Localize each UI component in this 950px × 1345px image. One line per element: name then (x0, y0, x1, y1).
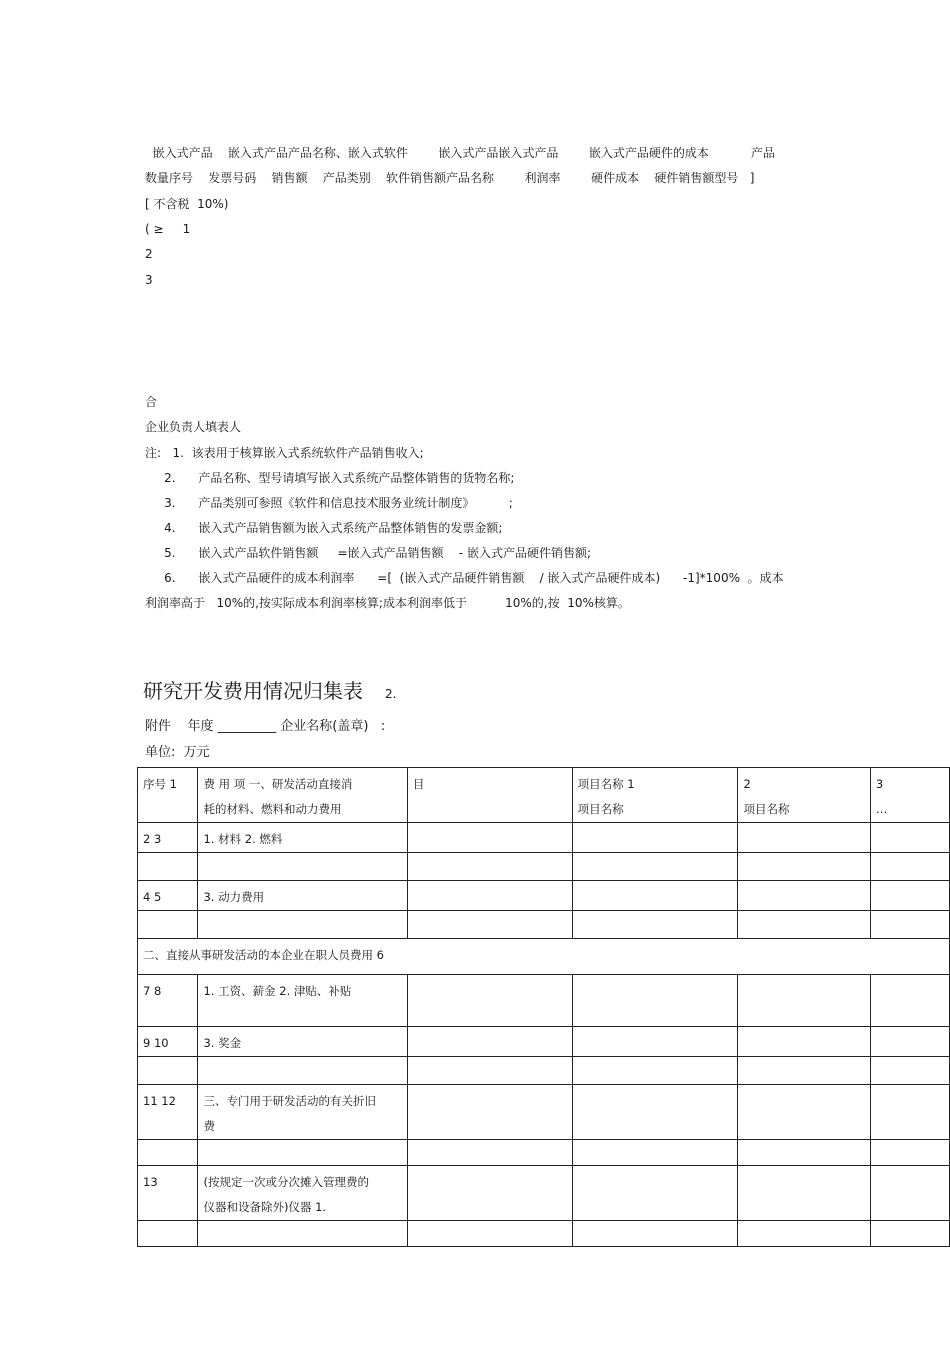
table-cell (572, 1057, 738, 1085)
table-cell (407, 1140, 572, 1166)
table-cell: 目 (407, 768, 572, 823)
table-cell (407, 881, 572, 911)
table-cell (572, 1221, 738, 1247)
table-cell: 项目名称 1 项目名称 (572, 768, 738, 823)
table-cell (138, 853, 198, 881)
table-cell: 3 … (870, 768, 949, 823)
table-cell (870, 911, 949, 939)
table-row (138, 1057, 950, 1085)
note-5: 5. 嵌入式产品软件销售额 =嵌入式产品销售额 - 嵌入式产品硬件销售额; (145, 546, 591, 560)
table-cell: 1. 材料 2. 燃料 (198, 823, 407, 853)
table-row-1: ( ≥ 1 (145, 222, 191, 236)
table-header-row-3: [ 不含税 10%) (145, 197, 229, 211)
table-cell: 2 3 (138, 823, 198, 853)
table-cell: 9 10 (138, 1027, 198, 1057)
table-row (138, 939, 950, 975)
attachment-meta-line: 附件 年度 _________ 企业名称(盖章) : (145, 719, 386, 734)
table-cell (198, 853, 407, 881)
table-cell (572, 881, 738, 911)
table-row-2: 2 (145, 247, 153, 261)
table-cell (138, 1140, 198, 1166)
table-row-3: 3 (145, 273, 153, 287)
table-cell (870, 881, 949, 911)
table-cell: 11 12 (138, 1085, 198, 1140)
table-row (138, 1085, 950, 1140)
section-title-number: 2. (385, 687, 397, 701)
table-cell (738, 1221, 870, 1247)
table-row (138, 823, 950, 853)
table-row (138, 1166, 950, 1221)
table-cell (572, 1140, 738, 1166)
table-cell (572, 1166, 738, 1221)
table-cell (738, 975, 870, 1027)
table-cell (738, 823, 870, 853)
table-cell (870, 1140, 949, 1166)
note-4: 4. 嵌入式产品销售额为嵌入式系统产品整体销售的发票金额; (145, 521, 503, 535)
table-cell (870, 823, 949, 853)
table-cell: 费 用 项 一、研发活动直接消 耗的材料、燃料和动力费用 (198, 768, 407, 823)
table-cell (407, 1221, 572, 1247)
table-header-row-2: 数量序号 发票号码 销售额 产品类别 软件销售额产品名称 利润率 硬件成本 硬件销售额型号 ] (145, 171, 755, 185)
table-cell: 1. 工资、薪金 2. 津贴、补贴 (198, 975, 407, 1027)
table-cell (407, 1085, 572, 1140)
table-cell (407, 823, 572, 853)
table-cell (738, 1140, 870, 1166)
table-cell (407, 1027, 572, 1057)
table-row (138, 1140, 950, 1166)
section-title (143, 678, 396, 707)
table-cell (198, 1221, 407, 1247)
table-row (138, 881, 950, 911)
table-cell (870, 853, 949, 881)
note-1: 注: 1. 该表用于核算嵌入式系统软件产品销售收入; (145, 446, 424, 460)
unit-line: 单位: 万元 (145, 745, 210, 760)
table-cell (407, 1166, 572, 1221)
table-cell (407, 975, 572, 1027)
table-cell (738, 911, 870, 939)
table-cell (138, 1221, 198, 1247)
table-cell: (按规定一次或分次摊入管理费的 仪器和设备除外)仪器 1. (198, 1166, 407, 1221)
table-cell (738, 853, 870, 881)
table-cell (738, 1057, 870, 1085)
table-row (138, 911, 950, 939)
table-cell (738, 1166, 870, 1221)
section-title-text: 研究开发费用情况归集表 (143, 679, 363, 703)
table-cell: 13 (138, 1166, 198, 1221)
table-cell: 三、专门用于研发活动的有关折旧 费 (198, 1085, 407, 1140)
table-cell: 7 8 (138, 975, 198, 1027)
table-cell: 3. 动力费用 (198, 881, 407, 911)
table-cell (407, 911, 572, 939)
table-cell (198, 911, 407, 939)
table-row (138, 975, 950, 1027)
table-cell (738, 881, 870, 911)
table-cell (572, 975, 738, 1027)
table-cell (572, 823, 738, 853)
total-row: 合 (145, 395, 158, 409)
note-2: 2. 产品名称、型号请填写嵌入式系统产品整体销售的货物名称; (145, 471, 515, 485)
table-cell (870, 1221, 949, 1247)
table-cell (572, 1027, 738, 1057)
table-cell (870, 1027, 949, 1057)
table-cell (138, 1057, 198, 1085)
table-cell (407, 1057, 572, 1085)
table-cell (572, 911, 738, 939)
table-cell (738, 1027, 870, 1057)
table-cell (870, 1166, 949, 1221)
note-6: 6. 嵌入式产品硬件的成本利润率 =[ (嵌入式产品硬件销售额 / 嵌入式产品硬件成本) -1]*100% 。成本 (145, 571, 784, 585)
table-cell (138, 911, 198, 939)
table-row (138, 1221, 950, 1247)
rd-expense-table (137, 767, 950, 1247)
table-cell (870, 975, 949, 1027)
table-cell (198, 1140, 407, 1166)
table-cell: 3. 奖金 (198, 1027, 407, 1057)
table-cell (407, 853, 572, 881)
table-cell (870, 1085, 949, 1140)
table-row (138, 1027, 950, 1057)
note-6-continued: 利润率高于 10%的,按实际成本利润率核算;成本利润率低于 10%的,按 10%核算。 (145, 596, 630, 610)
table-cell: 2 项目名称 (738, 768, 870, 823)
table-cell: 二、直接从事研发活动的本企业在职人员费用 6 (138, 939, 950, 975)
table-cell: 4 5 (138, 881, 198, 911)
table-header-row-1: 嵌入式产品 嵌入式产品产品名称、嵌入式软件 嵌入式产品嵌入式产品 嵌入式产品硬件的成本 产品 (145, 146, 775, 160)
table-row (138, 853, 950, 881)
table-cell (198, 1057, 407, 1085)
table-cell (738, 1085, 870, 1140)
table-row (138, 768, 950, 823)
signers-line: 企业负责人填表人 (145, 420, 242, 434)
table-cell (572, 853, 738, 881)
table-cell (870, 1057, 949, 1085)
table-cell (572, 1085, 738, 1140)
note-3: 3. 产品类别可参照《软件和信息技术服务业统计制度》 ; (145, 496, 513, 510)
table-cell: 序号 1 (138, 768, 198, 823)
